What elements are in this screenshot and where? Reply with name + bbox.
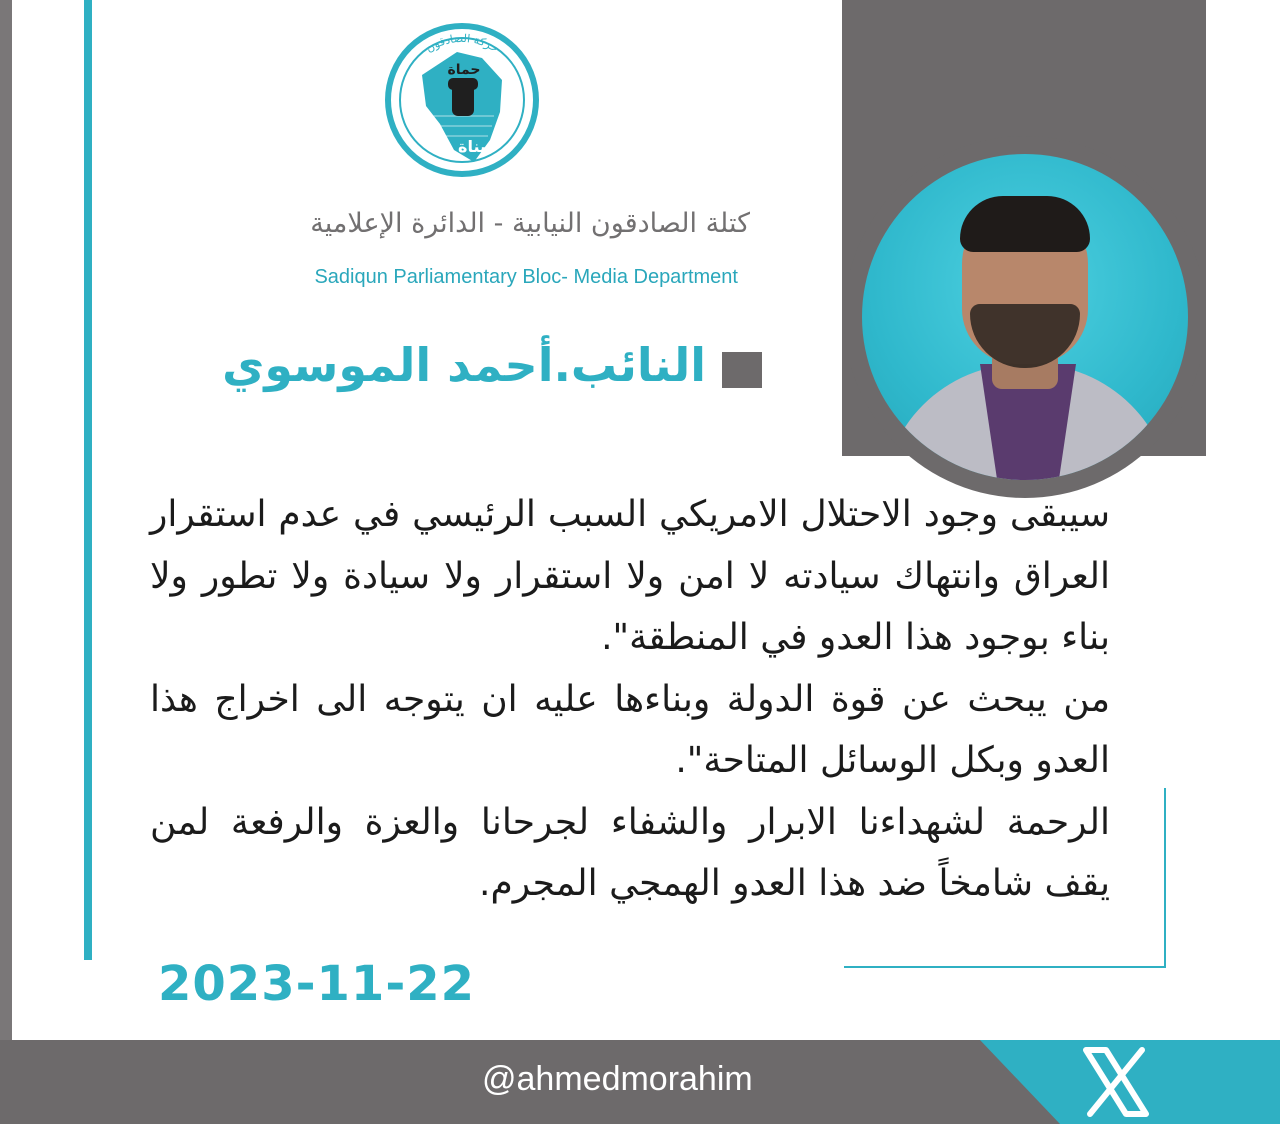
statement-paragraph: من يبحث عن قوة الدولة وبناءها عليه ان يتوجه الى اخراج هذا العدو وبكل الوسائل المتاحة". [150,678,1110,781]
left-teal-accent-line [84,0,92,960]
portrait-frame [844,136,1206,498]
social-handle[interactable]: @ahmedmorahim [482,1060,753,1098]
statement-paragraph: الرحمة لشهداءنا الابرار والشفاء لجرحانا والعزة والرفعة لمن يقف شامخاً ضد هذا العدو الهمجي المجرم. [150,801,1110,904]
svg-text:حركة الصادقون: حركة الصادقون [423,31,501,55]
mp-name-title: النائب.أحمد الموسوي [222,338,706,392]
header-english-title: Sadiqun Parliamentary Bloc- Media Department [314,266,738,288]
header-arabic-title: كتلة الصادقون النيابية - الدائرة الإعلامية [310,208,750,239]
footer-bottom-strip [0,1124,1280,1136]
x-icon[interactable] [1076,1042,1156,1122]
sadiqun-movement-logo [382,20,542,180]
svg-text:حماة: حماة [447,62,481,78]
statement-body [150,484,1110,915]
statement-paragraph: سيبقى وجود الاحتلال الامريكي السبب الرئيسي في عدم استقرار العراق وانتهاك سيادته لا امن ولا استقرار ولا سيادة ولا تطور ولا بناء بوجود هذا العدو في المنطقة". [150,494,1110,658]
title-square-marker [722,352,762,388]
quote-corner-frame [1164,788,1172,968]
statement-date: 2023-11-22 [158,956,476,1012]
left-gray-bar [0,0,12,1136]
svg-text:بناة: بناة [458,137,486,156]
mp-portrait-photo [862,154,1188,480]
